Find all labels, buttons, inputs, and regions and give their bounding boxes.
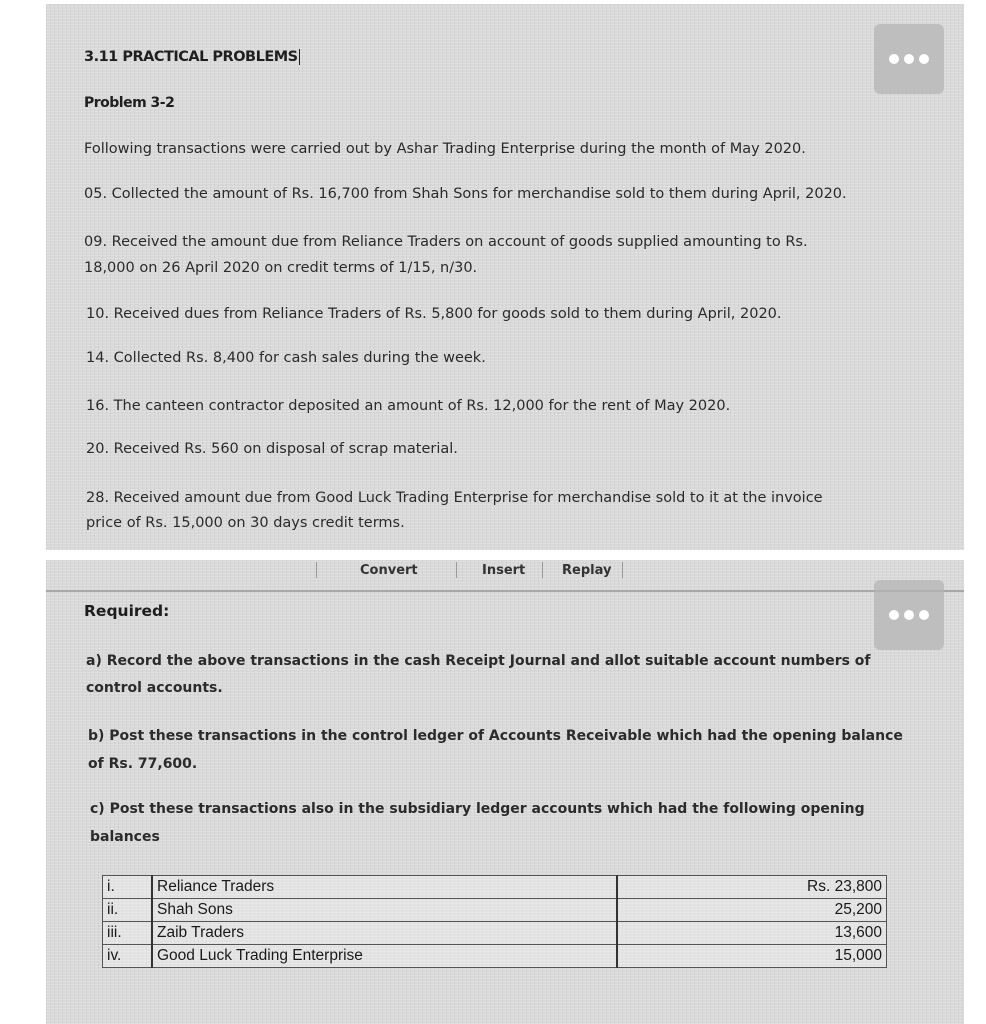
convert-button[interactable]: Convert [360, 563, 418, 578]
more-dot-icon [889, 610, 899, 620]
row-number: i. [103, 876, 153, 899]
requirement-c-line1: c) Post these transactions also in the subsidiary ledger accounts which had the following opening [90, 801, 865, 817]
table-row [103, 945, 887, 968]
opening-balance: Rs. 23,800 [617, 876, 887, 899]
more-dot-icon [919, 54, 929, 64]
transaction-09-line1: 09. Received the amount due from Reliance Traders on account of goods supplied amounting to Rs. [84, 234, 808, 250]
opening-balance: 25,200 [617, 899, 887, 922]
problem-statement-photo [46, 4, 964, 550]
toolbar-separator [456, 562, 457, 578]
requirement-a-line1: a) Record the above transactions in the cash Receipt Journal and allot suitable account numbers of [86, 653, 871, 669]
intro-text: Following transactions were carried out by Ashar Trading Enterprise during the month of May 2020. [84, 141, 806, 157]
opening-balances-table [102, 875, 887, 968]
transaction-09-line2: 18,000 on 26 April 2020 on credit terms of 1/15, n/30. [84, 260, 478, 276]
toolbar-separator [622, 562, 623, 578]
account-name: Good Luck Trading Enterprise [152, 945, 617, 968]
table-row [103, 876, 887, 899]
account-name: Zaib Traders [152, 922, 617, 945]
toolbar-separator [542, 562, 543, 578]
account-name: Shah Sons [152, 899, 617, 922]
row-number: ii. [103, 899, 153, 922]
section-title: 3.11 PRACTICAL PROBLEMS [84, 49, 298, 65]
opening-balance: 13,600 [617, 922, 887, 945]
table-row [103, 922, 887, 945]
more-options-button-2[interactable] [874, 580, 944, 650]
insert-button[interactable]: Insert [482, 563, 526, 578]
more-options-button[interactable] [874, 24, 944, 94]
table-row [103, 899, 887, 922]
toolbar-separator [316, 562, 317, 578]
requirements-photo [46, 560, 964, 1024]
more-dot-icon [904, 54, 914, 64]
more-dot-icon [904, 610, 914, 620]
transaction-20: 20. Received Rs. 560 on disposal of scrap material. [86, 441, 458, 457]
account-name: Reliance Traders [152, 876, 617, 899]
replay-button[interactable]: Replay [562, 563, 612, 578]
document-toolbar [46, 560, 964, 584]
problem-label: Problem 3-2 [84, 95, 175, 111]
required-heading: Required: [84, 602, 170, 620]
requirement-c-line2: balances [90, 829, 160, 845]
requirement-b-line1: b) Post these transactions in the control ledger of Accounts Receivable which had the opening balance [88, 728, 903, 744]
transaction-14: 14. Collected Rs. 8,400 for cash sales during the week. [86, 350, 486, 366]
row-number: iv. [103, 945, 153, 968]
transaction-10: 10. Received dues from Reliance Traders of Rs. 5,800 for goods sold to them during April, 2020. [86, 306, 782, 322]
row-number: iii. [103, 922, 153, 945]
more-dot-icon [919, 610, 929, 620]
requirement-b-line2: of Rs. 77,600. [88, 756, 198, 772]
opening-balance: 15,000 [617, 945, 887, 968]
transaction-05: 05. Collected the amount of Rs. 16,700 from Shah Sons for merchandise sold to them during April, 2020. [84, 186, 847, 202]
transaction-28-line2: price of Rs. 15,000 on 30 days credit terms. [86, 515, 405, 531]
toolbar-divider [46, 590, 964, 592]
more-dot-icon [889, 54, 899, 64]
requirement-a-line2: control accounts. [86, 680, 223, 696]
transaction-28-line1: 28. Received amount due from Good Luck Trading Enterprise for merchandise sold to it at the invoice [86, 490, 823, 506]
transaction-16: 16. The canteen contractor deposited an amount of Rs. 12,000 for the rent of May 2020. [86, 398, 731, 414]
